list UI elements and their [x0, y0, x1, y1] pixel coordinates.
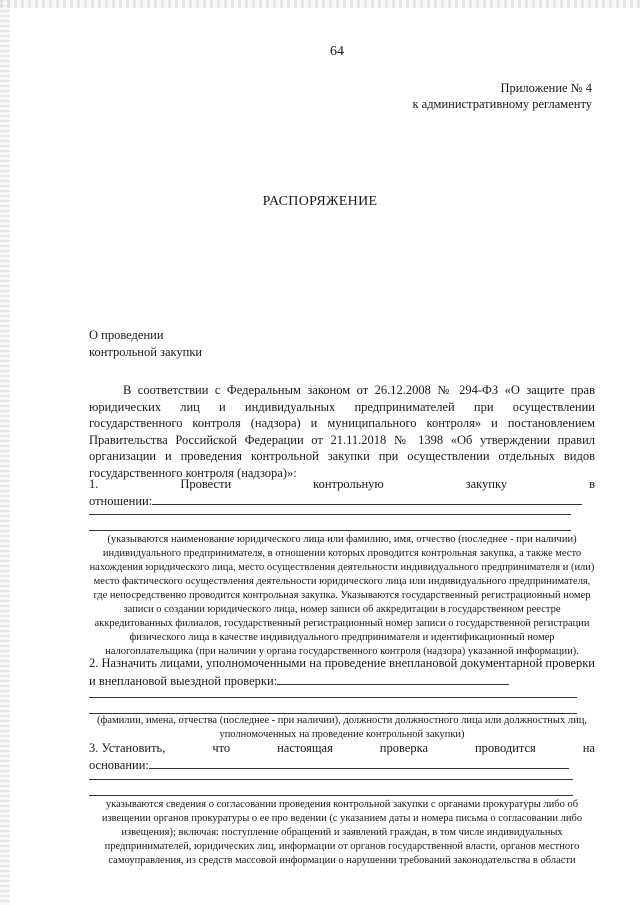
- item1-note: (указываются наименование юридического лица или фамилию, имя, отчество (последнее - при наличии) индивидуального предпринимателя, в отношении которых проводится контрольная закупка, а также место нахождения юридического лица, место осуществления деятельности индивидуального предпринимателя и (или) место фактического осуществления деятельности юридического лица или индивидуального предпринимателя, где непосредственно проводится контрольная закупка. Указываются государственный регистрационный номер записи о создании юридического лица, номер записи об аккредитации в государственном реестре аккредитованных филиалов, государственный регистрационный номер записи о государственной регистрации физического лица в качестве индивидуального предпринимателя и идентификационный номер налогоплательщика (при наличии у органа государственного контроля (надзора) указанной информации).: [89, 534, 595, 657]
- item1-word-3: закупку: [465, 477, 508, 491]
- appendix-line-2: к административному регламенту: [412, 97, 592, 111]
- item1-fill-line: [152, 492, 582, 505]
- item1-word-4: в: [589, 477, 595, 491]
- preamble-paragraph: В соответствии с Федеральным законом от 26.12.2008 № 294-ФЗ «О защите прав юридических лиц и индивидуальных предпринимателей при осуществлении государственного контроля (надзора) и муниципального контроля» и постановлением Правительства Российской Федерации от 21.11.2018 № 1398 «Об утверждении правил организации и проведения контрольной закупки при осуществлении отдельных видов государственного контроля (надзора)»:: [89, 383, 595, 480]
- subject-line-2: контрольной закупки: [89, 345, 203, 359]
- item3-word-3: настоящая: [277, 741, 333, 755]
- item3-blank-line-1: [89, 779, 573, 780]
- item2-blank-line-1: [89, 697, 577, 698]
- item1-blank-line-1: [89, 514, 571, 515]
- item3-word-6: на: [582, 741, 595, 755]
- item1-line: [89, 476, 595, 493]
- item3-tail-line: [89, 756, 595, 774]
- item2-label: 2. Назначить лицами, уполномоченными на проведение внеплановой документарной проверки и внеплановой выездной проверки:: [89, 656, 595, 688]
- subject-line-1: О проведении: [89, 328, 164, 342]
- item1-tail-line: [89, 492, 595, 510]
- appendix-line-1: Приложение № 4: [500, 81, 592, 95]
- scan-top-artifact: [0, 0, 640, 8]
- document-title: РАСПОРЯЖЕНИЕ: [262, 194, 378, 209]
- item1-number: 1.: [89, 477, 99, 491]
- item3-word-1: 3. Установить,: [89, 741, 166, 755]
- item3-word-4: проверка: [379, 741, 429, 755]
- item3-blank-line-2: [89, 795, 573, 796]
- item3-word-5: проводится: [474, 741, 536, 755]
- item3-word-2: что: [212, 741, 231, 755]
- item3-fill-line: [149, 756, 569, 769]
- appendix-header: [412, 80, 592, 112]
- item3-tail: основании:: [89, 758, 149, 772]
- item2-note: (фамилии, имена, отчества (последнее - при наличии), должности должностного лица или должностных лиц, уполномоченных на проведение контрольной закупки): [97, 715, 587, 740]
- item2-text: [89, 655, 595, 690]
- item1-tail: отношении:: [89, 494, 153, 508]
- item3-note: указываются сведения о согласовании проведения контрольной закупки с органами прокуратуры либо об извещении органов прокуратуры о ее про ведении (с указанием даты и номера письма о согласовании либо извещения); включая: поступление обращений и заявлений граждан, в том числе индивидуальных предпринимателей, юридических лиц, информации от органов государственной власти, органов местного самоуправления, из средств массовой информации о нарушении требований законодательства в области: [101, 799, 583, 866]
- item2-fill-line: [277, 672, 509, 685]
- item3-line: [89, 740, 595, 757]
- item1-blank-line-2: [89, 530, 571, 531]
- page-number: 64: [330, 44, 344, 59]
- item1-word-2: контрольную: [313, 477, 384, 491]
- item1-word-1: Провести: [180, 477, 232, 491]
- document-subject: [89, 327, 289, 361]
- scan-edge-artifact: [0, 0, 10, 905]
